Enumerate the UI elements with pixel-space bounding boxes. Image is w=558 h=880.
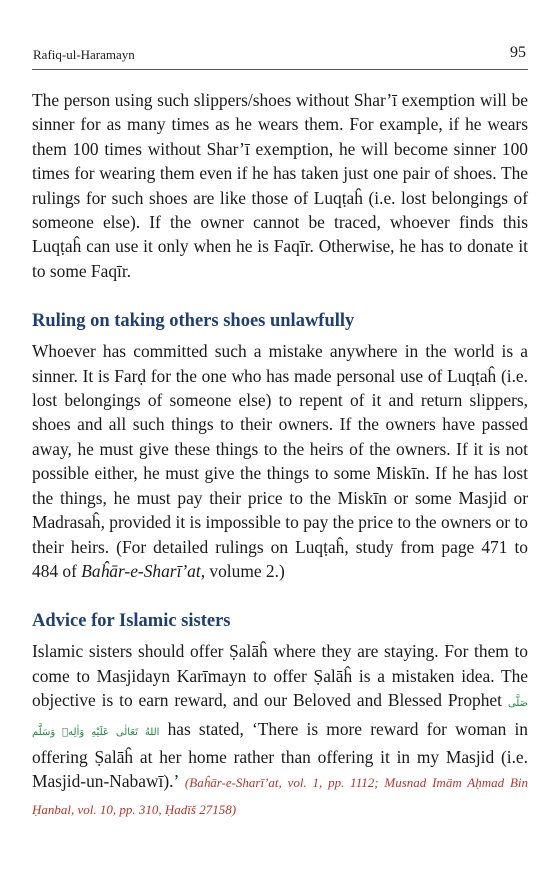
arabic-salutation: صَلَّى اللهُ تَعَالٰى عَلَيْهِ وَاٰلِهٖ وَسَلَّم [32, 698, 528, 738]
page-body [32, 88, 528, 822]
advice-text-a: Islamic sisters should offer Ṣalāĥ where they are staying. For them to come to Masjidayn Karīmayn to offer Ṣalāĥ is a mistaken idea. The objective is to earn reward, and our Beloved and Blessed Prophet [32, 641, 528, 711]
citation: (Baĥār-e-Sharī’at, vol. 1, pp. 1112; Musnad Imām Aḥmad Bin Ḥanbal, vol. 10, pp. 310, Ḥadīš 27158) [32, 775, 528, 817]
header-divider [32, 69, 528, 70]
section-heading-advice: Advice for Islamic sisters [32, 611, 231, 632]
ruling-text-a: Whoever has committed such a mistake anywhere in the world is a sinner. It is Farḍ for the one who has made personal use of Luqṭaĥ (i.e. lost belongings of someone else) to repent of it and return slippers, shoes and all such things to their owners. If the owners have passed away, he must give these things to the heirs of the owners. If it is not possible either, he must give the things to some Miskīn. If he has lost the things, he must pay their price to the Miskīn or some Masjid or Madrasaĥ, provided it is impossible to pay the price to the owners or to their heirs. (For detailed rulings on Luqṭaĥ, study from page 471 to 484 of [32, 341, 528, 581]
page-number: 95 [510, 44, 526, 61]
ruling-text-b: , volume 2.) [200, 560, 285, 581]
advice-paragraph [32, 639, 528, 822]
advice-text-b: has stated, ‘There is more reward for woman in offering Ṣalāĥ at her home rather than offering it in my Masjid (i.e. Masjid-un-Nabawī).’ [32, 718, 528, 792]
intro-paragraph: The person using such slippers/shoes without Shar’ī exemption will be sinner for as many times as he wears them. For example, if he wears them 100 times without Shar’ī exemption, he will become sinner 100 times for wearing them even if he has taken just one pair of shoes. The rulings for such shoes are like those of Luqṭaĥ (i.e. lost belongings of someone else). If the owner cannot be traced, whoever finds this Luqṭaĥ can use it only when he is Faqīr. Otherwise, he has to donate it to some Faqīr. [32, 90, 528, 281]
ruling-paragraph [32, 339, 528, 583]
book-title: Rafiq-ul-Haramayn [33, 47, 135, 62]
section-heading-ruling: Ruling on taking others shoes unlawfully [32, 311, 355, 332]
book-reference: Baĥār-e-Sharī’at [81, 560, 201, 581]
